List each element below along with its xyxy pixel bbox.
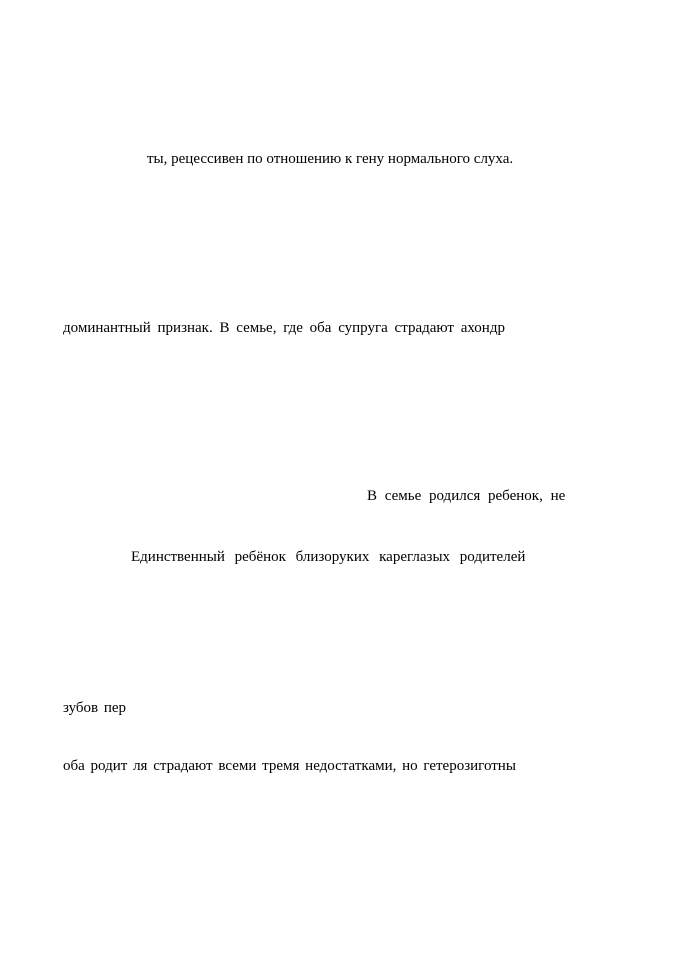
text-line-2: доминантный признак. В семье, где оба супруга страдают ахондр [63,320,505,336]
text-line-5: зубов пер [63,700,127,716]
text-line-3: В семье родился ребенок, не [367,488,566,504]
text-line-6: оба родит ля страдают всеми тремя недостатками, но гетерозиготны [63,758,516,774]
text-line-1: ты, рецессивен по отношению к гену нормального слуха. [147,151,514,167]
text-line-4: Единственный ребёнок близоруких кареглазых родителей [131,549,526,565]
